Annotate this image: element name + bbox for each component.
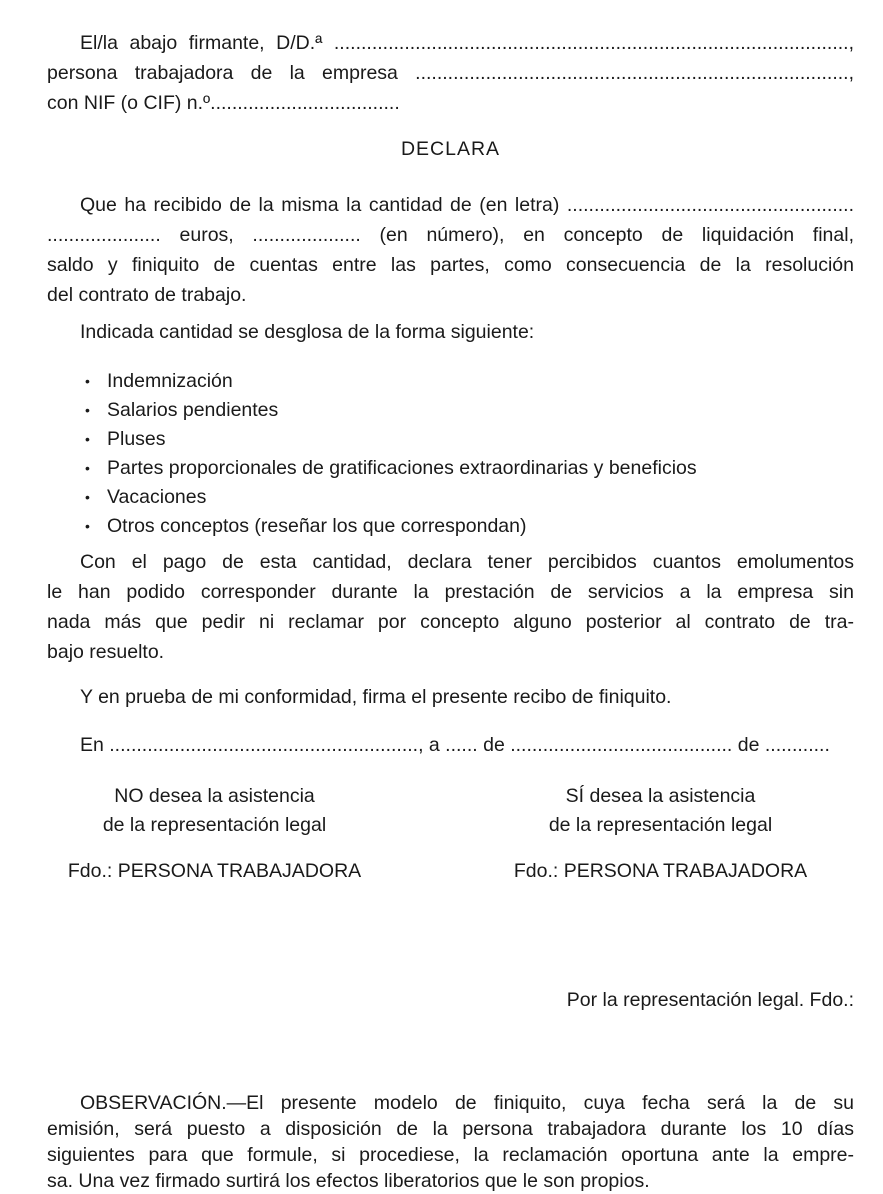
text-line: ..................... euros, .................... (en número), en concepto de liquidación final,: [47, 224, 854, 246]
text-line: bajo resuelto.: [47, 641, 165, 663]
text-line: En ........................................................., a ...... de ......................................... de ............: [80, 734, 830, 756]
worker-signature-left: Fdo.: PERSONA TRABAJADORA: [67, 860, 362, 882]
text-line: nada más que pedir ni reclamar por concepto alguno posterior al contrato de tra-: [47, 611, 854, 633]
observation-paragraph: [47, 1090, 854, 1194]
text-line: Indicada cantidad se desglosa de la forma siguiente:: [80, 321, 535, 343]
text-line: sa. Una vez firmado surtirá los efectos liberatorios que le son propios.: [47, 1170, 650, 1192]
assistance-yes-line2: de la representación legal: [548, 814, 773, 836]
list-item-label: Salarios pendientes: [107, 399, 279, 421]
worker-signature-right: Fdo.: PERSONA TRABAJADORA: [513, 860, 808, 882]
received-amount-paragraph: [47, 190, 854, 310]
text-line: siguientes para que formule, si procediese, la reclamación oportuna ante la empre-: [47, 1144, 854, 1166]
assistance-no-block: [47, 782, 382, 840]
assistance-no-line1: NO desea la asistencia: [114, 785, 315, 807]
list-item-label: Otros conceptos (reseñar los que correspondan): [107, 515, 527, 537]
assistance-no-line2: de la representación legal: [102, 814, 327, 836]
assistance-choice-row: [47, 782, 854, 840]
breakdown-intro-line: [47, 317, 854, 347]
list-item: [47, 396, 854, 425]
bullet-icon: •: [85, 402, 90, 418]
text-line: con NIF (o CIF) n.º...................................: [47, 92, 400, 114]
text-line: le han podido corresponder durante la prestación de servicios a la empresa sin: [47, 581, 854, 603]
text-line: emisión, será puesto a disposición de la persona trabajadora durante los 10 días: [47, 1118, 854, 1140]
text-line: Con el pago de esta cantidad, declara tener percibidos cuantos emolumentos: [80, 551, 854, 573]
bullet-icon: •: [85, 518, 90, 534]
worker-signature-row: [47, 856, 854, 886]
list-item-label: Indemnización: [107, 370, 233, 392]
list-item-label: Partes proporcionales de gratificaciones extraordinarias y beneficios: [107, 457, 697, 479]
text-line: El/la abajo firmante, D/D.ª ...............................................................................................,: [80, 32, 854, 54]
legal-rep-signature-line: Por la representación legal. Fdo.:: [566, 989, 854, 1011]
bullet-icon: •: [85, 460, 90, 476]
list-item: [47, 483, 854, 512]
list-item: [47, 454, 854, 483]
list-item: [47, 367, 854, 396]
bullet-icon: •: [85, 489, 90, 505]
text-line: saldo y finiquito de cuentas entre las partes, como consecuencia de la resolución: [47, 254, 854, 276]
list-item: [47, 512, 854, 541]
conformity-line: [47, 682, 854, 712]
text-line: persona trabajadora de la empresa ................................................................................,: [47, 62, 854, 84]
text-line: OBSERVACIÓN.—El presente modelo de finiquito, cuya fecha será la de su: [80, 1092, 854, 1114]
payment-paragraph: [47, 547, 854, 667]
bullet-icon: •: [85, 373, 90, 389]
list-item-label: Vacaciones: [107, 486, 207, 508]
list-item-label: Pluses: [107, 428, 166, 450]
breakdown-list: [47, 367, 854, 541]
assistance-yes-line1: SÍ desea la asistencia: [565, 785, 756, 807]
text-line: Y en prueba de mi conformidad, firma el presente recibo de finiquito.: [80, 686, 672, 708]
declara-heading: DECLARA: [400, 138, 501, 160]
intro-paragraph: [47, 28, 854, 118]
assistance-yes-block: [493, 782, 828, 840]
bullet-icon: •: [85, 431, 90, 447]
date-place-line: [47, 730, 854, 760]
list-item: [47, 425, 854, 454]
text-line: Que ha recibido de la misma la cantidad de (en letra) .....................................................: [80, 194, 854, 216]
text-line: del contrato de trabajo.: [47, 284, 247, 306]
